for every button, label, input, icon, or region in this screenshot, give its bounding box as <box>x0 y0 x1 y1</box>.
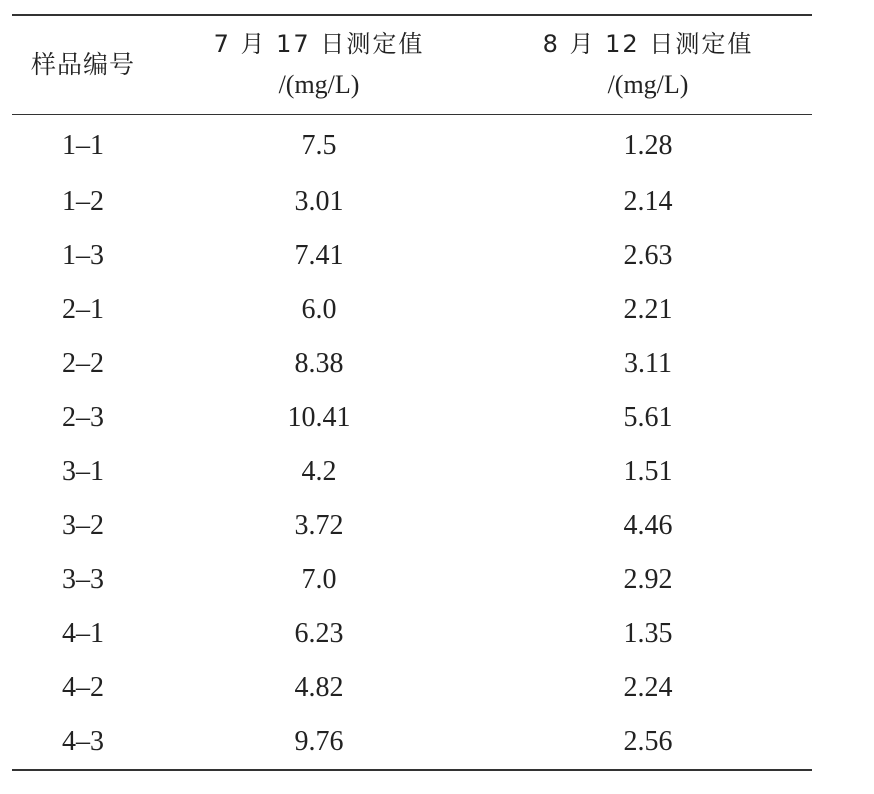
header-sample-id <box>12 15 154 115</box>
cell-jul17-value: 10.41 <box>287 402 351 433</box>
table-row <box>12 175 812 229</box>
cell-aug12-value: 2.14 <box>623 186 673 217</box>
cell-jul17-value: 8.38 <box>294 348 344 379</box>
header-jul17-unit: /(mg/L) <box>278 70 360 99</box>
table-row <box>12 607 812 661</box>
table-row <box>12 553 812 607</box>
cell-jul17-value: 4.82 <box>294 672 344 703</box>
header-jul17-value <box>154 15 484 115</box>
cell-jul17-value: 3.72 <box>294 510 344 541</box>
table-row <box>12 337 812 391</box>
cell-jul17-value: 7.0 <box>301 564 337 595</box>
table-row <box>12 445 812 499</box>
cell-aug12-value: 2.24 <box>623 672 673 703</box>
cell-jul17-value: 7.41 <box>294 240 344 271</box>
table-row <box>12 115 812 176</box>
table-row <box>12 391 812 445</box>
cell-aug12-value: 5.61 <box>623 402 673 433</box>
table-row <box>12 283 812 337</box>
cell-sample-id: 4–1 <box>62 618 104 649</box>
cell-aug12-value: 2.63 <box>623 240 673 271</box>
cell-jul17-value: 4.2 <box>301 456 337 487</box>
table-row <box>12 715 812 770</box>
cell-sample-id: 3–3 <box>62 564 104 595</box>
cell-sample-id: 1–1 <box>62 130 104 161</box>
cell-aug12-value: 2.56 <box>623 726 673 757</box>
measurement-table <box>12 14 812 771</box>
cell-sample-id: 3–1 <box>62 456 104 487</box>
cell-jul17-value: 7.5 <box>301 130 337 161</box>
header-aug12-value <box>484 15 812 115</box>
cell-jul17-value: 6.0 <box>301 294 337 325</box>
cell-jul17-value: 6.23 <box>294 618 344 649</box>
table-row <box>12 661 812 715</box>
cell-sample-id: 2–2 <box>62 348 104 379</box>
table-row <box>12 229 812 283</box>
cell-sample-id: 1–2 <box>62 186 104 217</box>
cell-sample-id: 3–2 <box>62 510 104 541</box>
table-header-row <box>12 15 812 115</box>
cell-aug12-value: 1.28 <box>623 130 673 161</box>
table-row <box>12 499 812 553</box>
cell-aug12-value: 4.46 <box>623 510 673 541</box>
cell-aug12-value: 2.21 <box>623 294 673 325</box>
cell-jul17-value: 3.01 <box>294 186 344 217</box>
cell-aug12-value: 1.35 <box>623 618 673 649</box>
cell-sample-id: 2–1 <box>62 294 104 325</box>
cell-sample-id: 1–3 <box>62 240 104 271</box>
cell-sample-id: 2–3 <box>62 402 104 433</box>
header-jul17-label: 7 月 17 日测定值 <box>213 30 425 58</box>
header-sample-id-label: 样品编号 <box>30 50 135 79</box>
cell-jul17-value: 9.76 <box>294 726 344 757</box>
cell-sample-id: 4–2 <box>62 672 104 703</box>
cell-sample-id: 4–3 <box>62 726 104 757</box>
cell-aug12-value: 3.11 <box>624 348 672 379</box>
header-aug12-unit: /(mg/L) <box>607 70 689 99</box>
cell-aug12-value: 2.92 <box>623 564 673 595</box>
cell-aug12-value: 1.51 <box>623 456 673 487</box>
header-aug12-label: 8 月 12 日测定值 <box>542 30 754 58</box>
measurement-table-container <box>12 14 812 771</box>
